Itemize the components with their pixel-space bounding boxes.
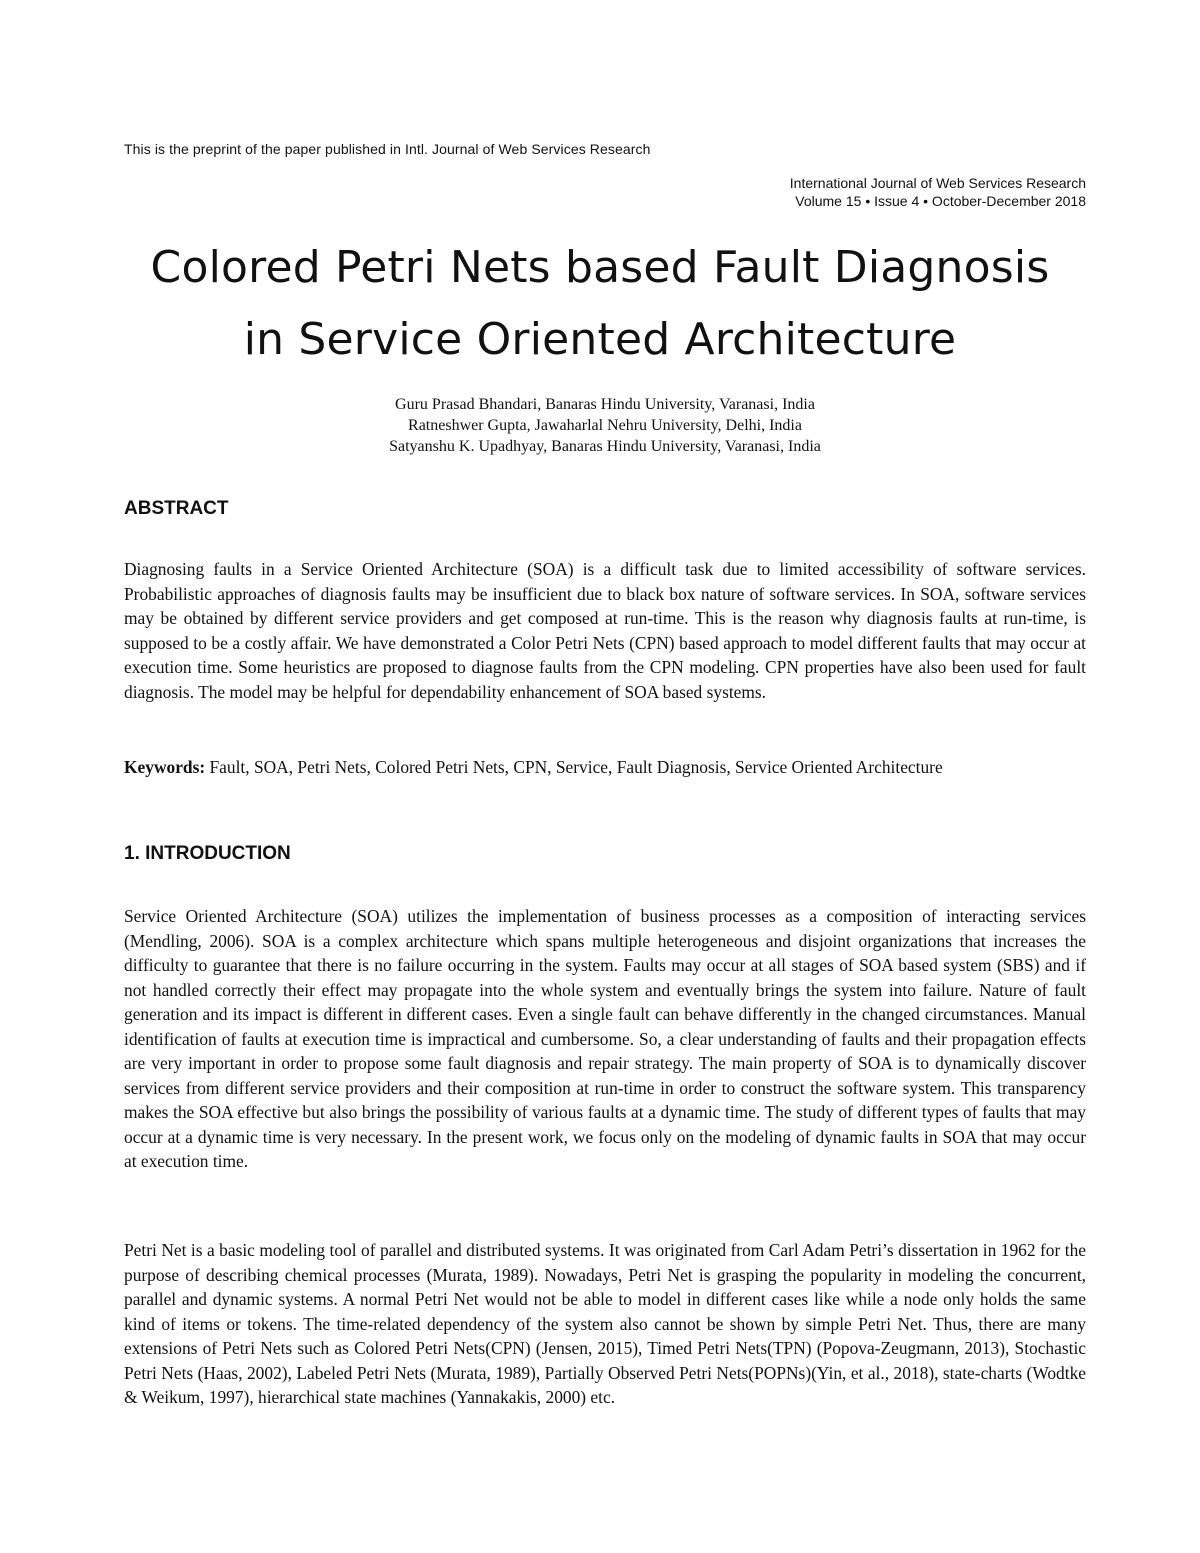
abstract-heading: ABSTRACT: [124, 498, 229, 519]
paper-title-line-2: in Service Oriented Architecture: [243, 314, 957, 365]
introduction-heading: 1. INTRODUCTION: [124, 843, 291, 864]
preprint-note: This is the preprint of the paper published in Intl. Journal of Web Services Research: [124, 141, 651, 157]
author-2: Ratneshwer Gupta, Jawaharlal Nehru University, Delhi, India: [408, 417, 802, 434]
journal-issue: Volume 15 • Issue 4 • October-December 2018: [795, 193, 1086, 209]
keywords-label: Keywords:: [124, 757, 206, 777]
keywords: [124, 755, 1086, 780]
author-3: Satyanshu K. Upadhyay, Banaras Hindu University, Varanasi, India: [389, 438, 821, 455]
abstract-text: Diagnosing faults in a Service Oriented Architecture (SOA) is a difficult task due to limited accessibility of software services. Probabilistic approaches of diagnosis faults may be insufficient due to black box nature of software services. In SOA, software services may be obtained by different service providers and get composed at run-time. This is the reason why diagnosis faults at run-time, is supposed to be a costly affair. We have demonstrated a Color Petri Nets (CPN) based approach to model different faults that may occur at execution time. Some heuristics are proposed to diagnose faults from the CPN modeling. CPN properties have also been used for fault diagnosis. The model may be helpful for dependability enhancement of SOA based systems.: [124, 559, 1086, 702]
author-1: Guru Prasad Bhandari, Banaras Hindu University, Varanasi, India: [395, 396, 815, 413]
paper-title-line-1: Colored Petri Nets based Fault Diagnosis: [150, 242, 1050, 293]
author-list: [0, 394, 1200, 457]
journal-info: [790, 174, 1086, 210]
paper-title: [0, 232, 1200, 376]
introduction-paragraph-1: Service Oriented Architecture (SOA) utilizes the implementation of business processes as a composition of interacting services (Mendling, 2006). SOA is a complex architecture which spans multiple heterogeneous and disjoint organizations that increases the difficulty to guarantee that there is no failure occurring in the system. Faults may occur at all stages of SOA based system (SBS) and if not handled correctly their effect may propagate into the whole system and eventually brings the system into failure. Nature of fault generation and its impact is different in different cases. Even a single fault can behave differently in the changed circumstances. Manual identification of faults at execution time is impractical and cumbersome. So, a clear understanding of faults and their propagation effects are very important in order to propose some fault diagnosis and repair strategy. The main property of SOA is to dynamically discover services from different service providers and their composition at run-time in order to construct the software system. This transparency makes the SOA effective but also brings the possibility of various faults at a dynamic time. The study of different types of faults that may occur at a dynamic time is very necessary. In the present work, we focus only on the modeling of dynamic faults in SOA that may occur at execution time.: [124, 906, 1086, 1172]
keywords-list: Fault, SOA, Petri Nets, Colored Petri Nets, CPN, Service, Fault Diagnosis, Service Oriented Architecture: [205, 757, 943, 777]
journal-name: International Journal of Web Services Research: [789, 175, 1086, 191]
introduction-paragraph-2: Petri Net is a basic modeling tool of parallel and distributed systems. It was originated from Carl Adam Petri’s dissertation in 1962 for the purpose of describing chemical processes (Murata, 1989). Nowadays, Petri Net is grasping the popularity in modeling the concurrent, parallel and dynamic systems. A normal Petri Net would not be able to model in different cases like while a node only holds the same kind of items or tokens. The time-related dependency of the system also cannot be shown by simple Petri Net. Thus, there are many extensions of Petri Nets such as Colored Petri Nets(CPN) (Jensen, 2015), Timed Petri Nets(TPN) (Popova-Zeugmann, 2013), Stochastic Petri Nets (Haas, 2002), Labeled Petri Nets (Murata, 1989), Partially Observed Petri Nets(POPNs)(Yin, et al., 2018), state-charts (Wodtke & Weikum, 1997), hierarchical state machines (Yannakakis, 2000) etc.: [124, 1240, 1086, 1408]
